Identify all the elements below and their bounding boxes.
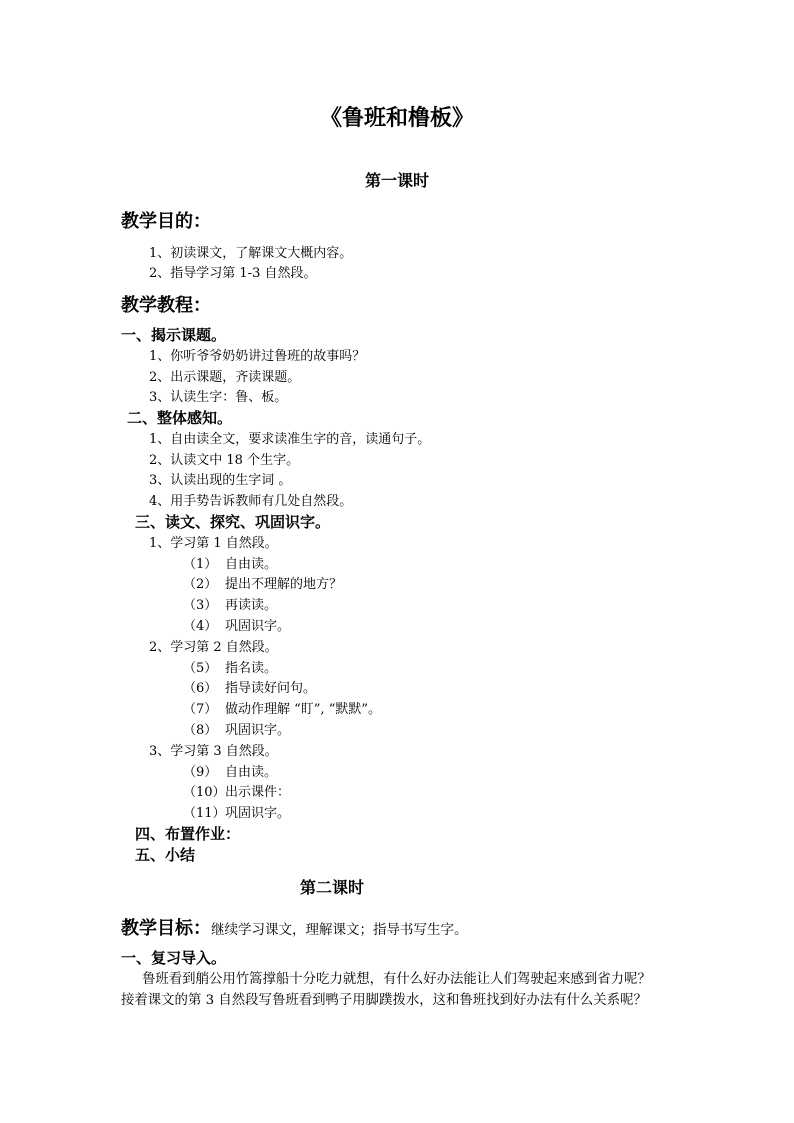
objective-item: 1、初读课文，了解课文大概内容。 xyxy=(149,246,353,261)
sub-item-text: 巩固识字。 xyxy=(225,723,291,738)
paragraph-line: 鲁班看到艄公用竹篙撑船十分吃力就想，有什么好办法能让人们驾驶起来感到省力呢？ xyxy=(142,972,651,987)
goal-label: 教学目标： xyxy=(121,918,211,939)
sub-item-text: 自由读。 xyxy=(225,765,278,780)
section-heading: 四、布置作业： xyxy=(135,825,241,843)
list-item: 3、认读出现的生字词 。 xyxy=(149,473,292,488)
sub-item xyxy=(183,620,290,633)
sub-item-number: （10） xyxy=(183,785,226,800)
section-heading: 二、整体感知。 xyxy=(127,409,233,427)
sub-item xyxy=(183,578,342,591)
lesson2-heading: 第二课时 xyxy=(300,878,365,897)
sub-item-number: （7） xyxy=(183,702,218,717)
document-title: 《鲁班和橹板》 xyxy=(319,105,474,131)
objective-item: 2、指导学习第 1-3 自然段。 xyxy=(149,266,317,281)
sub-item xyxy=(183,703,381,716)
sub-item xyxy=(183,558,277,571)
objectives-heading: 教学目的： xyxy=(121,211,211,232)
sub-item-text: 再读读。 xyxy=(225,598,278,613)
list-item: 2、认读文中 18 个生字。 xyxy=(149,453,300,468)
list-item: 3、学习第 3 自然段。 xyxy=(149,744,278,759)
sub-item-number: （3） xyxy=(183,598,218,613)
sub-item xyxy=(183,682,316,695)
sub-item-text: 提出不理解的地方？ xyxy=(225,577,343,592)
sub-item-number: （1） xyxy=(183,557,218,572)
sub-item-number: （5） xyxy=(183,661,218,676)
sub-item xyxy=(183,662,277,675)
sub-item-number: （4） xyxy=(183,619,218,634)
paragraph-line: 接着课文的第 3 自然段写鲁班看到鸭子用脚蹼拨水，这和鲁班找到好办法有什么关系呢？ xyxy=(121,993,647,1008)
list-item: 2、出示课题，齐读课题。 xyxy=(149,370,301,385)
list-item: 1、你听爷爷奶奶讲过鲁班的故事吗？ xyxy=(149,349,366,364)
section-heading: 一、揭示课题。 xyxy=(121,326,227,344)
sub-item-number: （2） xyxy=(183,577,218,592)
sub-item xyxy=(183,599,277,612)
sub-item-text: 做动作理解 “盯”, “默默”。 xyxy=(225,702,381,717)
sub-item xyxy=(183,724,290,737)
sub-item-text: 指名读。 xyxy=(225,661,278,676)
process-heading: 教学教程： xyxy=(121,295,211,316)
sub-item-text: 巩固识字。 xyxy=(225,619,291,634)
list-item: 1、学习第 1 自然段。 xyxy=(149,536,278,551)
goal-text: 继续学习课文，理解课文；指导书写生字。 xyxy=(211,922,468,938)
sub-item-number: （11） xyxy=(183,806,226,821)
section-heading: 五、小结 xyxy=(135,846,196,864)
sub-item-number: （6） xyxy=(183,681,218,696)
sub-item-number: （9） xyxy=(183,765,218,780)
sub-item-number: （8） xyxy=(183,723,218,738)
list-item: 2、学习第 2 自然段。 xyxy=(149,640,278,655)
section-heading: 三、读文、探究、巩固识字。 xyxy=(135,513,331,531)
sub-item xyxy=(183,766,277,779)
list-item: 3、认读生字：鲁、板。 xyxy=(149,390,288,405)
list-item: 1、自由读全文，要求读准生字的音，读通句子。 xyxy=(149,432,431,447)
sub-item xyxy=(183,807,290,820)
sub-item-text: 自由读。 xyxy=(225,557,278,572)
section-heading: 一、复习导入。 xyxy=(121,949,227,967)
list-item: 4、用手势告诉教师有几处自然段。 xyxy=(149,494,353,509)
sub-item-text: 巩固识字。 xyxy=(225,806,291,821)
sub-item-text: 指导读好问句。 xyxy=(225,681,317,696)
sub-item xyxy=(183,786,290,799)
goal-line xyxy=(121,920,468,938)
lesson1-heading: 第一课时 xyxy=(364,171,429,190)
sub-item-text: 出示课件： xyxy=(225,785,291,800)
